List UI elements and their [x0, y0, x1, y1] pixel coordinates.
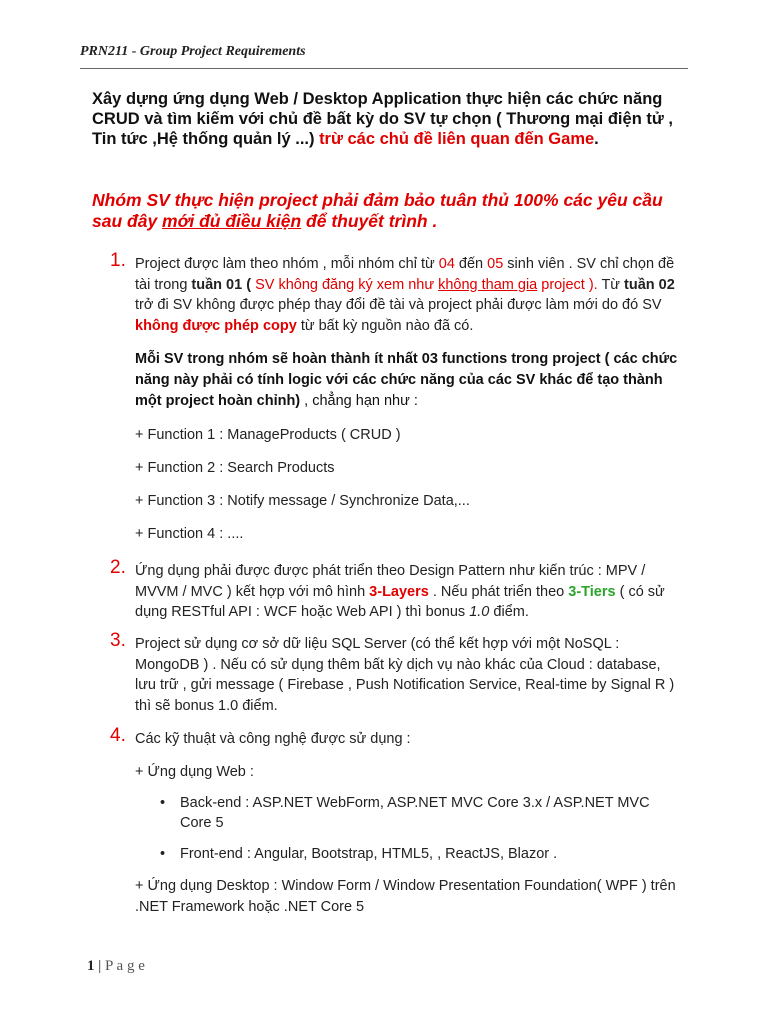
text: Từ	[597, 276, 625, 293]
item-body: Project sử dụng cơ sở dữ liệu SQL Server (có thể kết hợp với một NoSQL : MongoDB ) . Nếu có sử dụng thêm bất kỳ dịch vụ nào khác của Cloud : database, lưu trữ , gửi message ( Firebase , Push Notification Service, Real-time by Signal R ) thì sẽ bonus 1.0 điểm.	[135, 636, 675, 714]
requirement-item-4	[110, 725, 680, 750]
page-number: 1	[87, 958, 95, 974]
item-body: Các kỹ thuật và công nghệ được sử dụng :	[135, 731, 411, 747]
item-number: 1.	[110, 250, 126, 271]
functions-intro	[135, 349, 680, 412]
page-footer	[87, 958, 145, 975]
bullet-dot-icon: •	[160, 795, 166, 811]
functions-intro-bold: Mỗi SV trong nhóm sẽ hoàn thành ít nhất 03 functions trong project ( các chức năng này phải có tính logic với các chức năng của các SV khác để tạo thành một project hoàn chỉnh)	[135, 351, 678, 409]
week-02: tuần 02	[624, 276, 675, 293]
text: Project được làm theo nhóm , mỗi nhóm chỉ từ	[135, 256, 439, 272]
header-divider	[80, 68, 688, 69]
requirement-item-3	[110, 630, 680, 716]
notice-condition: mới đủ điều kiện	[162, 211, 302, 231]
text: trở đi SV không được phép thay đổi đề tài và project phải được làm mới do đó SV	[135, 297, 662, 313]
title-end: .	[594, 130, 599, 148]
web-app-label: + Ứng dụng Web :	[135, 764, 254, 780]
item-body	[135, 254, 680, 336]
function-line-2: + Function 2 : Search Products	[135, 460, 335, 476]
functions-intro-tail: , chẳng hạn như :	[300, 393, 418, 409]
text: ( có sử dụng RESTful API : WCF hoặc Web API ) thì bonus	[135, 583, 665, 620]
item-number: 2.	[110, 557, 126, 578]
text: đến	[454, 256, 488, 272]
item-number: 3.	[110, 630, 126, 651]
title-text: Xây dựng ứng dụng Web / Desktop Application thực hiện các chức năng CRUD và tìm kiếm với chủ đề bất kỳ do SV tự chọn ( Thương mại điện tử , Tin tức ,Hệ thống quản lý ...)	[92, 90, 673, 148]
document-title	[92, 89, 692, 149]
requirement-item-1	[110, 250, 680, 336]
week-01: tuần 01	[191, 276, 243, 293]
bullet-dot-icon: •	[160, 846, 166, 862]
desktop-app-line: + Ứng dụng Desktop : Window Form / Window Presentation Foundation( WPF ) trên .NET Framework hoặc .NET Core 5	[135, 878, 676, 915]
three-tiers: 3-Tiers	[568, 583, 616, 600]
bonus-value: 1.0	[469, 604, 490, 620]
no-copy-warning: không được phép copy	[135, 317, 297, 334]
function-line-3: + Function 3 : Notify message / Synchronize Data,...	[135, 493, 470, 509]
min-members: 04	[438, 256, 455, 272]
title-exclusion: trừ các chủ đề liên quan đến Game	[319, 130, 595, 148]
bullet-text: Back-end : ASP.NET WebForm, ASP.NET MVC Core 3.x / ASP.NET MVC Core 5	[180, 795, 650, 831]
warning-text: project ).	[537, 276, 598, 293]
text: Ứng dụng phải được được phát triển theo Design Pattern như kiến trúc : MPV / MVVM / MVC ) kết hợp với mô hình	[135, 563, 646, 600]
footer-separator: |	[94, 958, 106, 974]
max-members: 05	[487, 256, 504, 272]
text: (	[242, 276, 256, 293]
requirement-notice	[92, 190, 692, 232]
notice-end: để thuyết trình .	[301, 211, 438, 231]
function-line-1: + Function 1 : ManageProducts ( CRUD )	[135, 427, 401, 443]
text: sinh viên . SV chỉ chọn đề tài trong	[135, 256, 675, 293]
requirement-item-2	[110, 557, 680, 623]
item-number: 4.	[110, 725, 126, 746]
bullet-text: Front-end : Angular, Bootstrap, HTML5, , ReactJS, Blazor .	[180, 846, 558, 862]
page-header: PRN211 - Group Project Requirements	[80, 44, 306, 59]
three-layers: 3-Layers	[369, 583, 429, 600]
text: . Nếu phát triển theo	[428, 583, 569, 600]
notice-text: Nhóm SV thực hiện project phải đảm bảo tuân thủ 100% các yêu cầu sau đây	[92, 190, 663, 231]
warning-text: SV không đăng ký xem như	[255, 276, 439, 293]
text: từ bất kỳ nguồn nào đã có.	[296, 317, 474, 334]
bullet-frontend	[160, 844, 680, 864]
warning-underlined: không tham gia	[438, 276, 538, 293]
bullet-backend	[160, 793, 680, 833]
text: điểm.	[489, 604, 529, 620]
item-body	[135, 561, 680, 623]
page-label: P a g e	[105, 958, 145, 974]
function-line-4: + Function 4 : ....	[135, 526, 244, 542]
